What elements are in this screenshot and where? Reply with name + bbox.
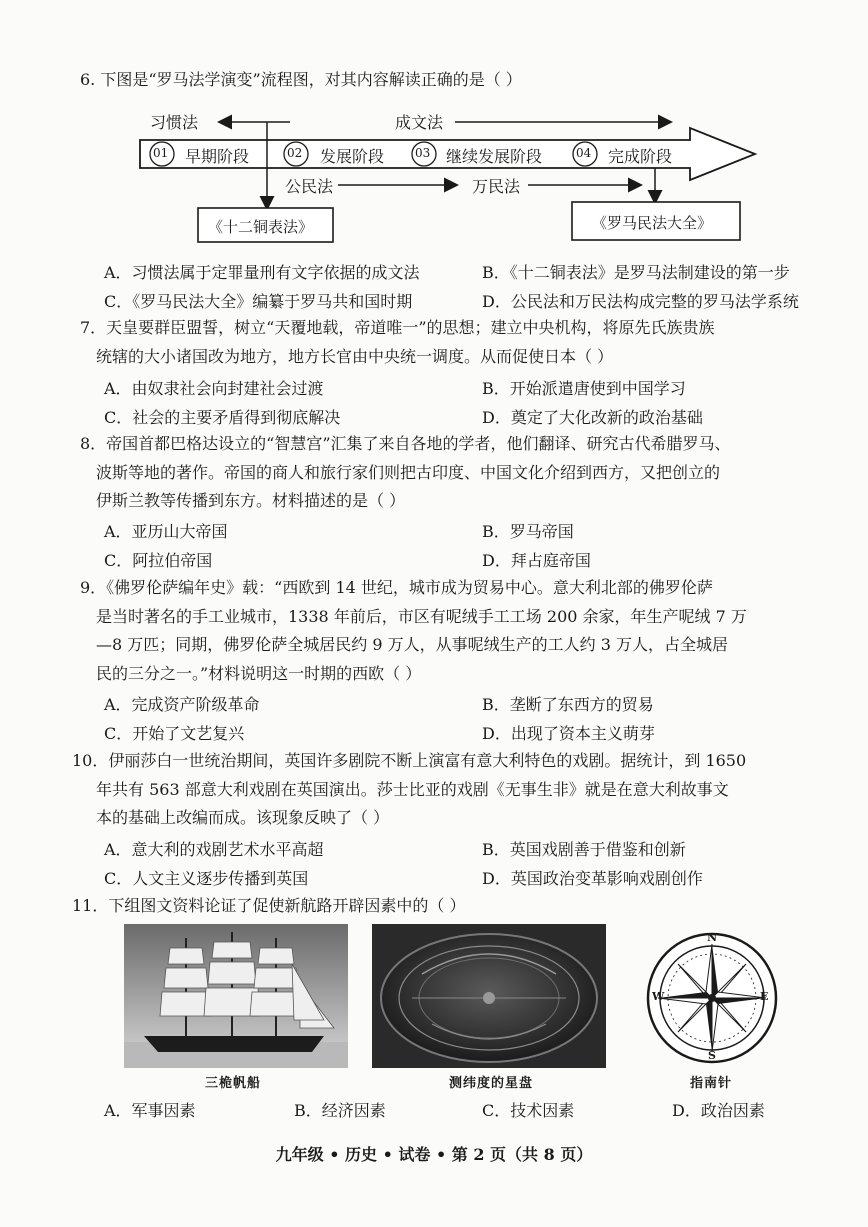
- q7-option-c: C．社会的主要矛盾得到彻底解决: [104, 408, 341, 427]
- label-written-law: 成文法: [395, 113, 444, 132]
- q7-option-a: A．由奴隶社会向封建社会过渡: [104, 379, 324, 398]
- q10-option-a: A．意大利的戏剧艺术水平高超: [104, 840, 324, 859]
- question-9-line-1: 9．《佛罗伦萨编年史》载：“西欧到 14 世纪，城市成为贸易中心。意大利北部的佛罗伦萨: [80, 578, 713, 597]
- compass-letter-w: W: [652, 990, 665, 1003]
- q11-option-d: D．政治因素: [672, 1101, 765, 1120]
- question-10-line-1: 10．伊丽莎白一世统治期间，英国许多剧院不断上演富有意大利特色的戏剧。据统计，到 1650: [72, 751, 747, 770]
- q6-option-c: C．《罗马民法大全》编纂于罗马共和国时期: [104, 292, 413, 311]
- q6-option-b: B．《十二铜表法》是罗马法制建设的第一步: [482, 263, 790, 282]
- astrolabe-image: [372, 924, 606, 1068]
- question-9-line-2: 是当时著名的手工业城市，1338 年前后，市区有呢绒手工工场 200 余家，年生产呢绒 7 万: [96, 606, 747, 626]
- question-8-line-1: 8．帝国首都巴格达设立的“智慧宫”汇集了来自各地的学者，他们翻译、研究古代希腊罗马、: [80, 434, 731, 453]
- compass-letter-s: S: [708, 1049, 716, 1062]
- q8-option-c: C．阿拉伯帝国: [104, 551, 213, 570]
- question-10-line-3: 本的基础上改编而成。该现象反映了（ ）: [96, 808, 390, 827]
- label-jus-gentium: 万民法: [472, 177, 521, 196]
- q11-option-b: B．经济因素: [294, 1101, 386, 1120]
- stage-num-02: 02: [287, 146, 303, 160]
- stage-num-01: 01: [153, 146, 169, 160]
- question-6-stem: 6. 下图是“罗马法学演变”流程图，对其内容解读正确的是（ ）: [80, 70, 522, 89]
- q10-option-b: B．英国戏剧善于借鉴和创新: [482, 840, 686, 859]
- question-10: [72, 747, 852, 833]
- q9-option-c: C．开始了文艺复兴: [104, 724, 245, 743]
- ship-image: [124, 924, 348, 1068]
- stage-label-04: 完成阶段: [608, 147, 673, 166]
- question-6: [80, 66, 840, 95]
- q6-option-a: A．习惯法属于定罪量刑有文字依据的成文法: [104, 263, 420, 282]
- question-7-line-2: 统辖的大小诸国改为地方，地方长官由中央统一调度。从而促使日本（ ）: [96, 346, 614, 366]
- q7-option-b: B．开始派遣唐使到中国学习: [482, 379, 686, 398]
- question-11-stem: 11．下组图文资料论证了促使新航路开辟因素中的（ ）: [72, 896, 466, 915]
- label-corpus-juris: 《罗马民法大全》: [592, 214, 713, 232]
- q6-option-d: D．公民法和万民法构成完整的罗马法学系统: [482, 292, 799, 311]
- q8-option-a: A．亚历山大帝国: [104, 522, 228, 541]
- q9-option-d: D．出现了资本主义萌芽: [482, 724, 655, 743]
- question-9-line-4: 民的三分之一。”材料说明这一时期的西欧（ ）: [96, 663, 422, 683]
- question-11: [72, 892, 852, 921]
- caption-ship: 三桅帆船: [205, 1076, 262, 1091]
- q11-option-c: C．技术因素: [482, 1101, 575, 1120]
- q10-option-c: C．人文主义逐步传播到英国: [104, 869, 309, 888]
- caption-astrolabe: 测纬度的星盘: [449, 1076, 534, 1091]
- q7-option-d: D．奠定了大化改新的政治基础: [482, 408, 703, 427]
- stage-num-03: 03: [415, 146, 431, 160]
- figure-three-masted-ship: [124, 924, 348, 1068]
- question-9: [80, 574, 850, 688]
- stage-label-03: 继续发展阶段: [446, 147, 543, 166]
- q8-option-d: D．拜占庭帝国: [482, 551, 591, 570]
- stage-label-02: 发展阶段: [320, 147, 385, 166]
- roman-law-flowchart: [130, 102, 760, 252]
- q9-option-b: B．垄断了东西方的贸易: [482, 695, 654, 714]
- q11-option-a: A．军事因素: [104, 1101, 196, 1120]
- question-8-line-2: 波斯等地的著作。帝国的商人和旅行家们则把古印度、中国文化介绍到西方，又把创立的: [96, 462, 721, 482]
- label-customary-law: 习惯法: [150, 113, 199, 132]
- q8-option-b: B．罗马帝国: [482, 522, 574, 541]
- q9-option-a: A．完成资产阶级革命: [104, 695, 260, 714]
- question-10-line-2: 年共有 563 部意大利戏剧在英国演出。莎士比亚的戏剧《无事生非》就是在意大利故事文: [96, 779, 729, 799]
- compass-letter-e: E: [760, 990, 769, 1003]
- compass-letter-n: N: [707, 931, 718, 944]
- figure-astrolabe: [372, 924, 606, 1068]
- question-7: [80, 314, 850, 371]
- figure-compass: [642, 930, 782, 1066]
- label-civil-law: 公民法: [285, 177, 334, 196]
- q10-option-d: D．英国政治变革影响戏剧创作: [482, 869, 703, 888]
- label-twelve-tables: 《十二铜表法》: [208, 218, 314, 236]
- stage-label-01: 早期阶段: [185, 147, 250, 166]
- question-8-line-3: 伊斯兰教等传播到东方。材料描述的是（ ）: [96, 491, 406, 510]
- stage-num-04: 04: [576, 146, 592, 160]
- question-8: [80, 430, 850, 516]
- question-7-line-1: 7．天皇要群臣盟誓，树立“天覆地载，帝道唯一”的思想；建立中央机构，将原先氏族贵族: [80, 318, 715, 337]
- page-footer: 九年级 • 历史 • 试卷 • 第 2 页（共 8 页）: [275, 1145, 593, 1164]
- question-9-line-3: —8 万匹；同期，佛罗伦萨全城居民约 9 万人，从事呢绒生产的工人约 3 万人，占全城居: [96, 635, 728, 654]
- caption-compass: 指南针: [690, 1076, 733, 1091]
